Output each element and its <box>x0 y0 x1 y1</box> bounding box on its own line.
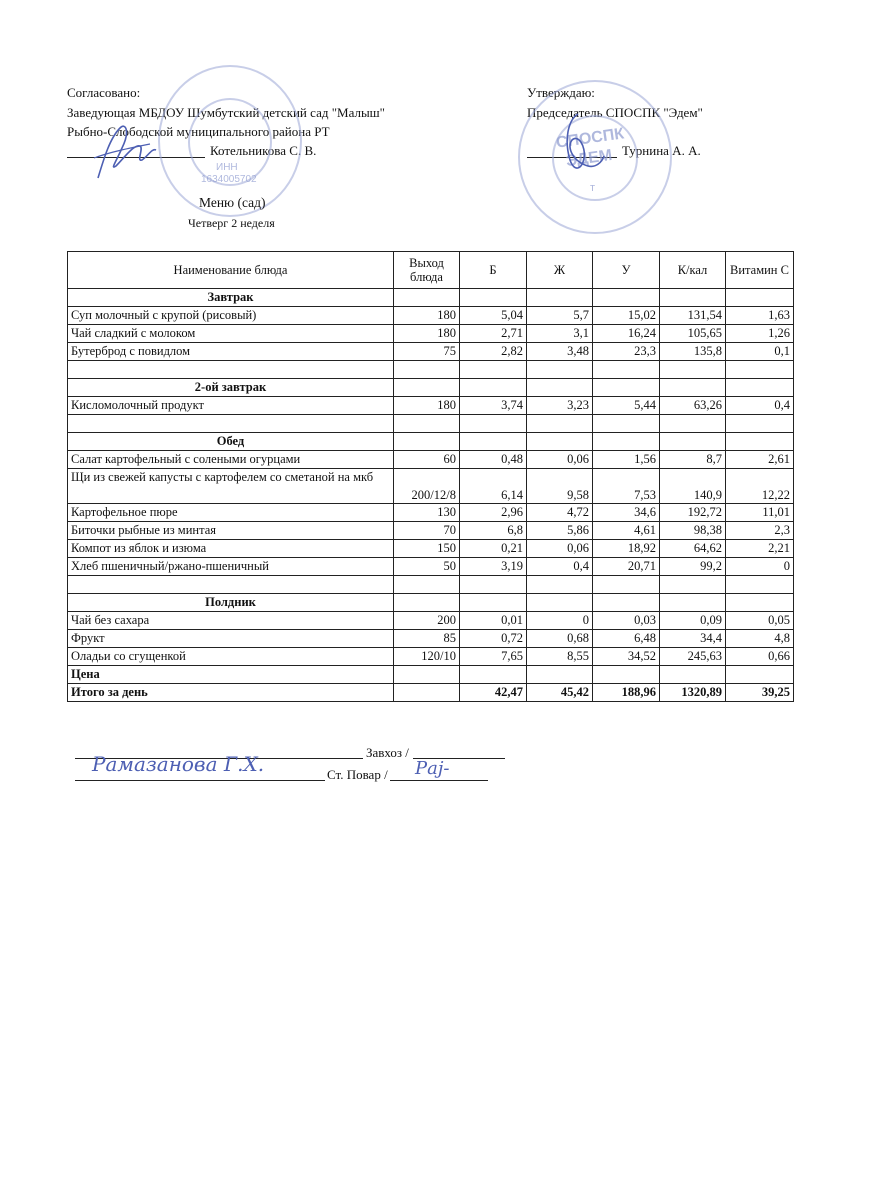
storekeeper-label: Завхоз / <box>366 745 409 760</box>
dish-kcal: 140,9 <box>660 469 726 504</box>
section-row-snack <box>68 594 794 612</box>
dish-name: Биточки рыбные из минтая <box>68 522 394 540</box>
section-row-second-breakfast <box>68 379 794 397</box>
dish-protein: 2,82 <box>460 343 527 361</box>
dish-carbs: 0,03 <box>593 612 660 630</box>
cell <box>726 576 794 594</box>
total-row <box>68 684 794 702</box>
approval-right-label: Утверждаю: <box>527 85 595 100</box>
dish-vitamin-c: 2,61 <box>726 451 794 469</box>
cell <box>726 415 794 433</box>
dish-carbs: 23,3 <box>593 343 660 361</box>
dish-name: Оладьи со сгущенкой <box>68 648 394 666</box>
dish-fat: 9,58 <box>527 469 593 504</box>
dish-name: Бутерброд с повидлом <box>68 343 394 361</box>
dish-name: Чай без сахара <box>68 612 394 630</box>
table-row <box>68 307 794 325</box>
cell <box>394 594 460 612</box>
cook-initials: Рај- <box>415 758 450 779</box>
header-output-line2: блюда <box>410 270 443 284</box>
dish-output: 75 <box>394 343 460 361</box>
dish-fat: 5,86 <box>527 522 593 540</box>
cell <box>593 433 660 451</box>
dish-vitamin-c: 1,26 <box>726 325 794 343</box>
dish-vitamin-c: 4,8 <box>726 630 794 648</box>
dish-protein: 0,01 <box>460 612 527 630</box>
section-row-lunch <box>68 433 794 451</box>
dish-name: Кисломолочный продукт <box>68 397 394 415</box>
dish-protein: 7,65 <box>460 648 527 666</box>
dish-name: Салат картофельный с солеными огурцами <box>68 451 394 469</box>
header-output <box>394 252 460 289</box>
header-vitamin-c: Витамин С <box>726 252 794 289</box>
header-name: Наименование блюда <box>68 252 394 289</box>
approval-right-signer: Турнина А. А. <box>622 143 701 158</box>
cook-handwritten-name: Рамазанова Г.Х. <box>92 752 265 776</box>
cell <box>660 433 726 451</box>
cell <box>593 289 660 307</box>
dish-vitamin-c: 0 <box>726 558 794 576</box>
price-row <box>68 666 794 684</box>
cell <box>460 594 527 612</box>
blank-row <box>68 415 794 433</box>
dish-kcal: 98,38 <box>660 522 726 540</box>
table-row <box>68 630 794 648</box>
dish-kcal: 0,09 <box>660 612 726 630</box>
section-title: Обед <box>68 433 394 451</box>
cell <box>726 594 794 612</box>
dish-carbs: 7,53 <box>593 469 660 504</box>
dish-output: 180 <box>394 325 460 343</box>
cell <box>460 433 527 451</box>
cell <box>660 576 726 594</box>
table-row <box>68 612 794 630</box>
dish-fat: 4,72 <box>527 504 593 522</box>
table-row <box>68 451 794 469</box>
cell <box>593 361 660 379</box>
stamp-left-number: 1634005702 <box>201 174 257 185</box>
signature-right-icon <box>548 110 608 180</box>
menu-table <box>67 251 794 702</box>
dish-kcal: 64,62 <box>660 540 726 558</box>
dish-carbs: 16,24 <box>593 325 660 343</box>
blank-row <box>68 576 794 594</box>
header-fat: Ж <box>527 252 593 289</box>
cell <box>394 361 460 379</box>
cell <box>660 379 726 397</box>
cell <box>726 433 794 451</box>
dish-name: Хлеб пшеничный/ржано-пшеничный <box>68 558 394 576</box>
dish-protein: 0,21 <box>460 540 527 558</box>
table-row <box>68 469 794 504</box>
dish-output: 200 <box>394 612 460 630</box>
cell <box>394 379 460 397</box>
dish-name: Компот из яблок и изюма <box>68 540 394 558</box>
dish-vitamin-c: 0,1 <box>726 343 794 361</box>
cell <box>460 415 527 433</box>
dish-kcal: 131,54 <box>660 307 726 325</box>
section-row-breakfast <box>68 289 794 307</box>
section-title: 2-ой завтрак <box>68 379 394 397</box>
dish-protein: 6,14 <box>460 469 527 504</box>
dish-protein: 2,71 <box>460 325 527 343</box>
dish-carbs: 34,6 <box>593 504 660 522</box>
dish-protein: 2,96 <box>460 504 527 522</box>
cell <box>726 361 794 379</box>
table-header-row <box>68 252 794 289</box>
total-kcal: 1320,89 <box>660 684 726 702</box>
stamp-right-org: СПОСПК <box>555 125 626 152</box>
cell <box>460 576 527 594</box>
cell <box>68 361 394 379</box>
cell <box>593 594 660 612</box>
dish-fat: 3,1 <box>527 325 593 343</box>
cell <box>460 361 527 379</box>
approval-left-label: Согласовано: <box>67 85 141 100</box>
cook-label: Ст. Повар / <box>327 767 388 782</box>
dish-fat: 8,55 <box>527 648 593 666</box>
total-vitamin-c: 39,25 <box>726 684 794 702</box>
cell <box>460 379 527 397</box>
cell <box>68 415 394 433</box>
cell <box>460 666 527 684</box>
table-row <box>68 540 794 558</box>
cell <box>394 666 460 684</box>
dish-carbs: 6,48 <box>593 630 660 648</box>
dish-fat: 0,06 <box>527 540 593 558</box>
header-carbs: У <box>593 252 660 289</box>
cell <box>593 415 660 433</box>
dish-name: Картофельное пюре <box>68 504 394 522</box>
dish-carbs: 15,02 <box>593 307 660 325</box>
blank-row <box>68 361 794 379</box>
cell <box>726 379 794 397</box>
cell <box>660 594 726 612</box>
stamp-right-mark: т <box>590 182 596 194</box>
dish-vitamin-c: 11,01 <box>726 504 794 522</box>
dish-fat: 0,68 <box>527 630 593 648</box>
dish-vitamin-c: 2,3 <box>726 522 794 540</box>
total-fat: 45,42 <box>527 684 593 702</box>
cell <box>527 666 593 684</box>
cell <box>394 415 460 433</box>
dish-kcal: 245,63 <box>660 648 726 666</box>
dish-kcal: 99,2 <box>660 558 726 576</box>
dish-output: 85 <box>394 630 460 648</box>
cell <box>593 576 660 594</box>
cell <box>593 666 660 684</box>
dish-vitamin-c: 0,4 <box>726 397 794 415</box>
table-row <box>68 325 794 343</box>
cell <box>660 289 726 307</box>
cell <box>68 576 394 594</box>
dish-name: Суп молочный с крупой (рисовый) <box>68 307 394 325</box>
total-carbs: 188,96 <box>593 684 660 702</box>
cell <box>460 289 527 307</box>
approval-left-position: Заведующая МБДОУ Шумбутский детский сад "Малыш" <box>67 105 385 120</box>
dish-output: 50 <box>394 558 460 576</box>
dish-output: 60 <box>394 451 460 469</box>
dish-output: 70 <box>394 522 460 540</box>
dish-name: Фрукт <box>68 630 394 648</box>
approval-left-district: Рыбно-Слободской муниципального района РТ <box>67 124 330 139</box>
cell <box>593 379 660 397</box>
dish-carbs: 20,71 <box>593 558 660 576</box>
dish-fat: 0 <box>527 612 593 630</box>
dish-vitamin-c: 1,63 <box>726 307 794 325</box>
header-kcal: К/кал <box>660 252 726 289</box>
dish-kcal: 135,8 <box>660 343 726 361</box>
dish-kcal: 34,4 <box>660 630 726 648</box>
dish-protein: 0,72 <box>460 630 527 648</box>
cell <box>394 289 460 307</box>
table-row <box>68 343 794 361</box>
approval-left-signer: Котельникова С. В. <box>210 143 317 158</box>
section-title: Полдник <box>68 594 394 612</box>
dish-name: Чай сладкий с молоком <box>68 325 394 343</box>
table-row <box>68 558 794 576</box>
table-row <box>68 504 794 522</box>
cell <box>726 289 794 307</box>
dish-output: 150 <box>394 540 460 558</box>
price-label: Цена <box>68 666 394 684</box>
document-subtitle: Четверг 2 неделя <box>188 216 275 230</box>
dish-output: 200/12/8 <box>394 469 460 504</box>
dish-fat: 3,23 <box>527 397 593 415</box>
table-row <box>68 648 794 666</box>
cell <box>726 666 794 684</box>
dish-kcal: 192,72 <box>660 504 726 522</box>
table-row <box>68 522 794 540</box>
dish-carbs: 34,52 <box>593 648 660 666</box>
document-title: Меню (сад) <box>199 195 266 210</box>
section-title: Завтрак <box>68 289 394 307</box>
cell <box>527 361 593 379</box>
cell <box>527 433 593 451</box>
header-output-line1: Выход <box>409 256 444 270</box>
stamp-left-inn: ИНН <box>216 162 238 173</box>
dish-carbs: 1,56 <box>593 451 660 469</box>
dish-output: 130 <box>394 504 460 522</box>
dish-vitamin-c: 2,21 <box>726 540 794 558</box>
cell <box>527 594 593 612</box>
table-row <box>68 397 794 415</box>
dish-carbs: 18,92 <box>593 540 660 558</box>
dish-vitamin-c: 0,05 <box>726 612 794 630</box>
dish-output: 180 <box>394 397 460 415</box>
dish-kcal: 8,7 <box>660 451 726 469</box>
dish-carbs: 5,44 <box>593 397 660 415</box>
dish-output: 180 <box>394 307 460 325</box>
dish-protein: 0,48 <box>460 451 527 469</box>
cook-signature-line <box>75 780 325 781</box>
dish-protein: 6,8 <box>460 522 527 540</box>
dish-protein: 3,19 <box>460 558 527 576</box>
cook-signature-line-2 <box>390 780 488 781</box>
dish-fat: 0,4 <box>527 558 593 576</box>
dish-fat: 3,48 <box>527 343 593 361</box>
cell <box>527 289 593 307</box>
dish-carbs: 4,61 <box>593 522 660 540</box>
cell <box>394 684 460 702</box>
approval-right-position: Председатель СПОСПК "Эдем" <box>527 105 703 120</box>
signature-left-icon <box>90 118 160 186</box>
dish-kcal: 105,65 <box>660 325 726 343</box>
header-protein: Б <box>460 252 527 289</box>
cell <box>660 361 726 379</box>
dish-fat: 0,06 <box>527 451 593 469</box>
cell <box>394 576 460 594</box>
dish-name: Щи из свежей капусты с картофелем со сметаной на мкб <box>68 469 394 504</box>
dish-vitamin-c: 0,66 <box>726 648 794 666</box>
cell <box>527 379 593 397</box>
cell <box>660 415 726 433</box>
dish-protein: 3,74 <box>460 397 527 415</box>
cell <box>660 666 726 684</box>
dish-output: 120/10 <box>394 648 460 666</box>
stamp-right-name: ЭДЕМ <box>564 146 614 171</box>
cell <box>527 415 593 433</box>
dish-protein: 5,04 <box>460 307 527 325</box>
cell <box>527 576 593 594</box>
total-protein: 42,47 <box>460 684 527 702</box>
total-label: Итого за день <box>68 684 394 702</box>
cell <box>394 433 460 451</box>
dish-fat: 5,7 <box>527 307 593 325</box>
dish-vitamin-c: 12,22 <box>726 469 794 504</box>
dish-kcal: 63,26 <box>660 397 726 415</box>
